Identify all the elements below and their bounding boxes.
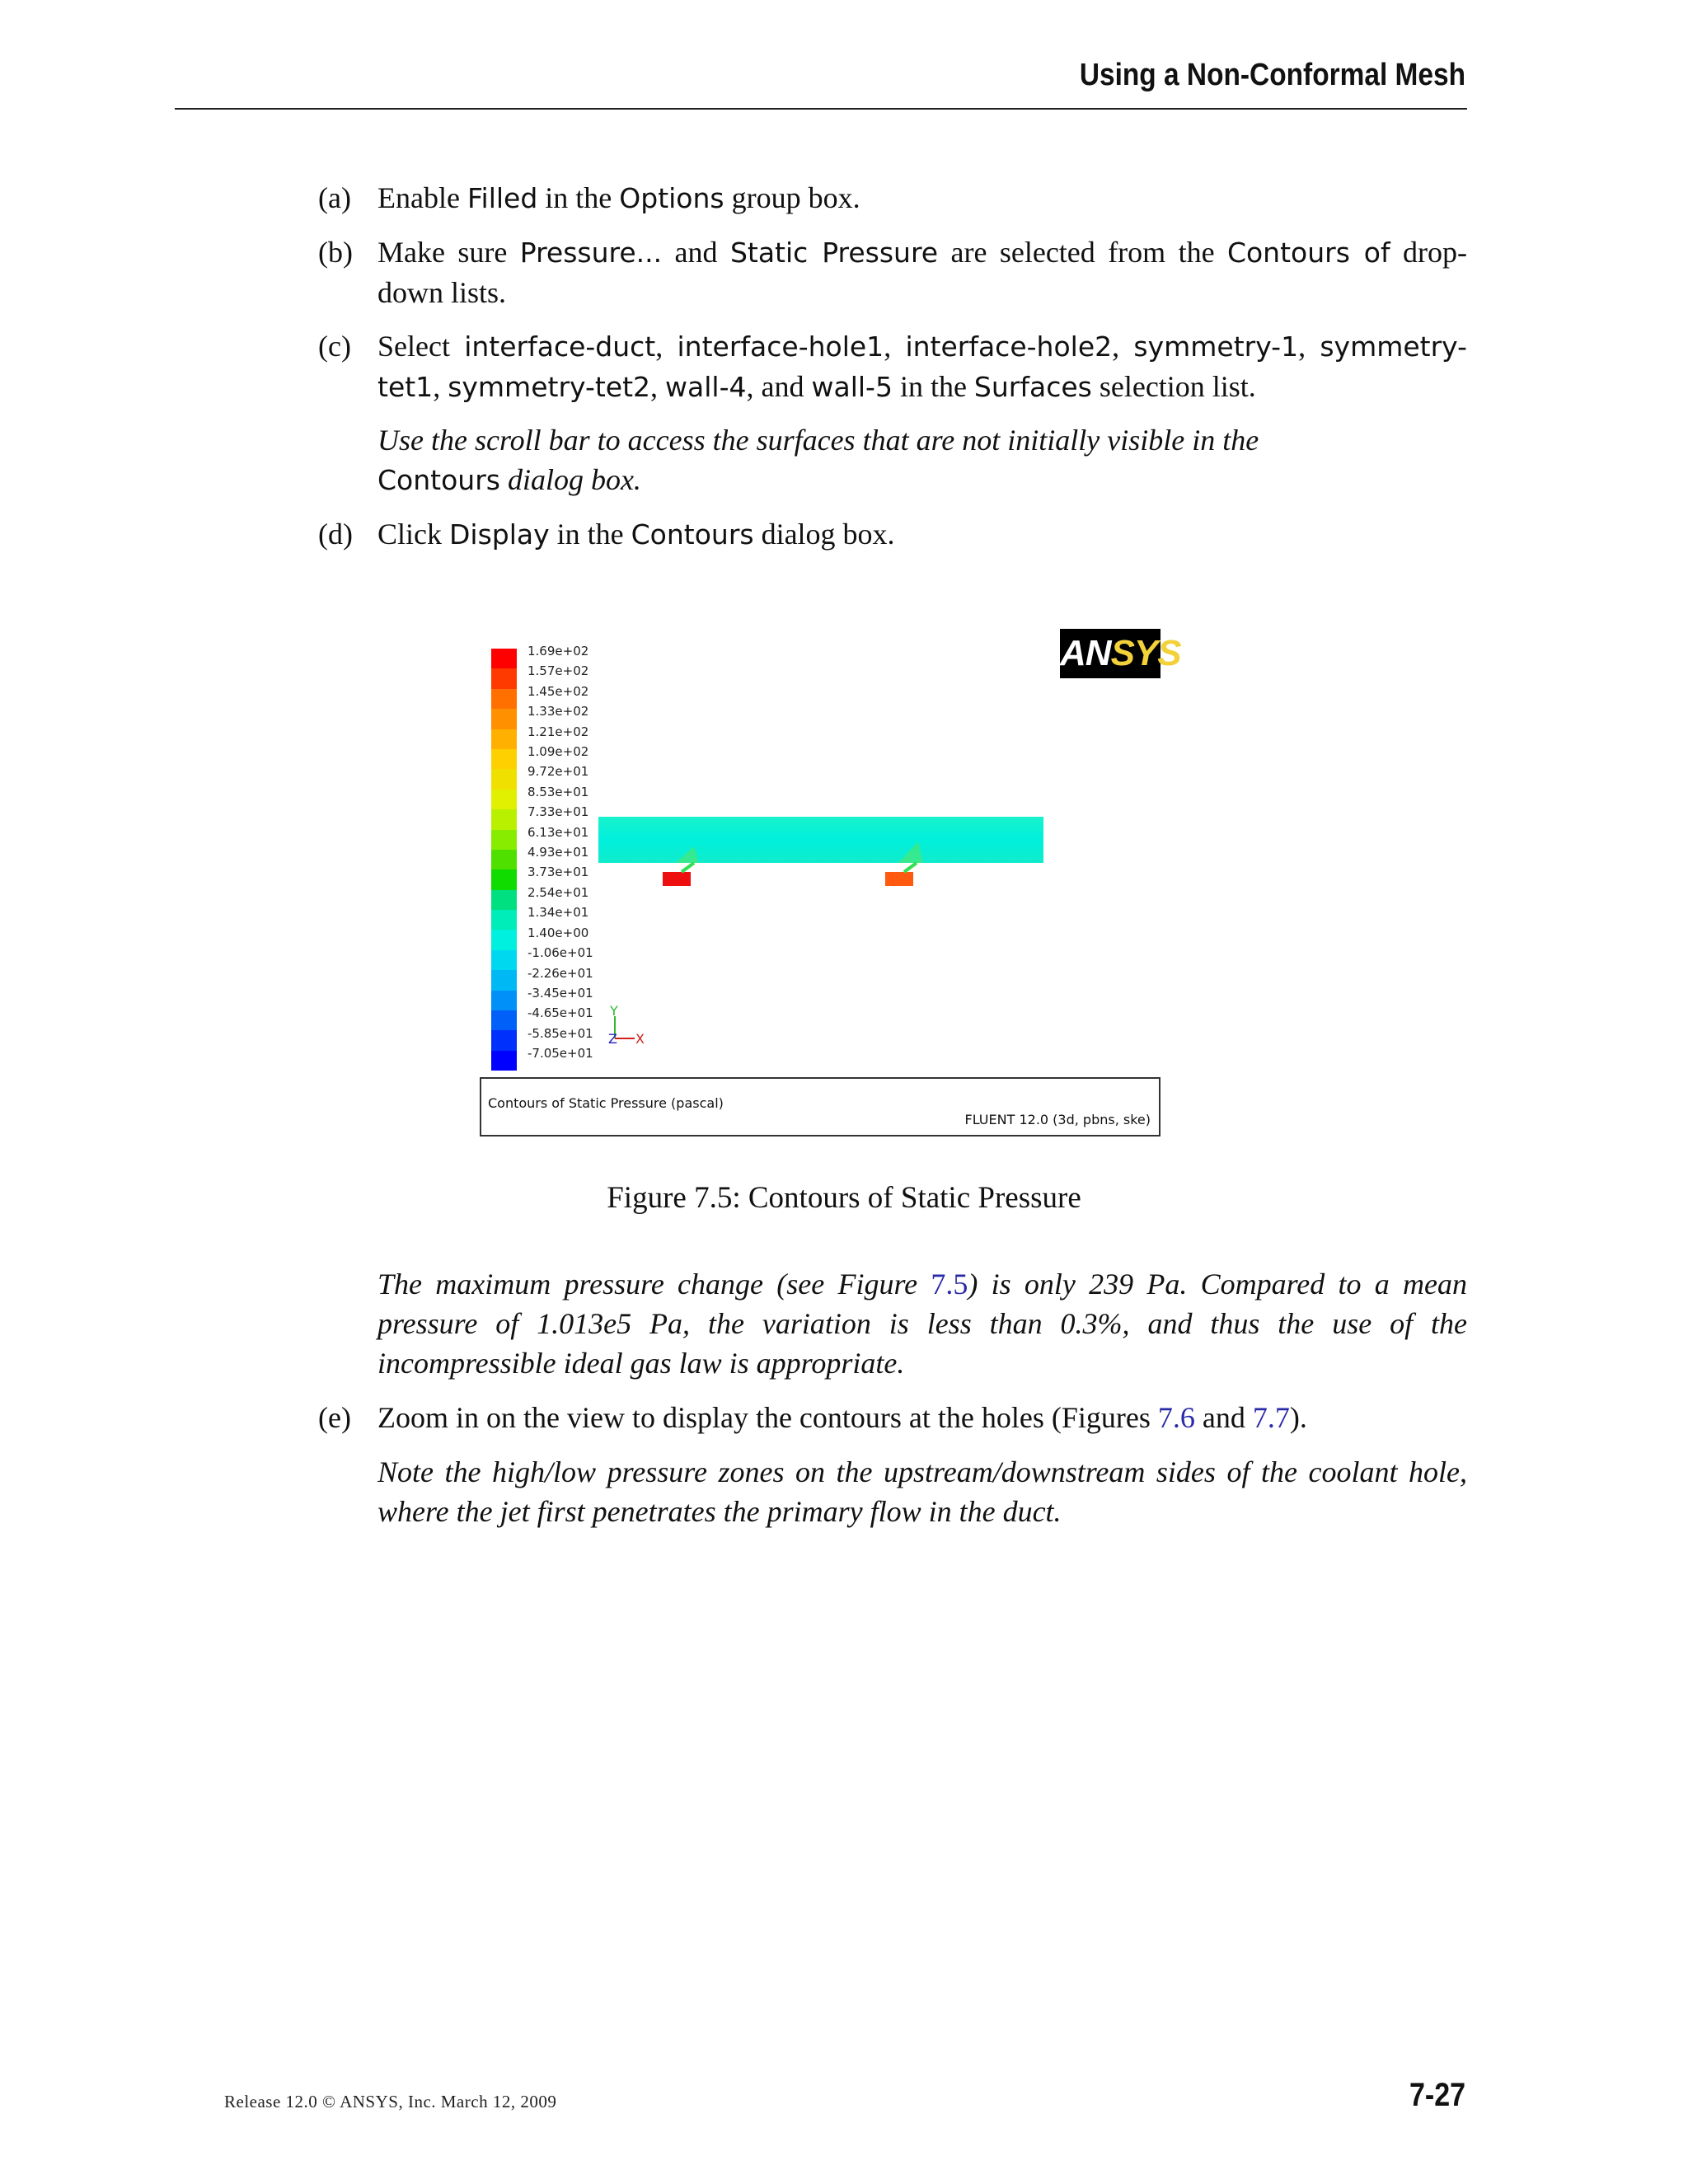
legend-label: 2.54e+01 bbox=[528, 884, 589, 900]
hole-2-contour bbox=[885, 872, 913, 886]
gui-term: Contours bbox=[377, 464, 500, 496]
text: Select bbox=[377, 330, 465, 363]
gui-term: wall-4 bbox=[665, 371, 747, 403]
text: Click bbox=[377, 518, 449, 551]
text: , bbox=[884, 330, 906, 363]
legend-label: -2.26e+01 bbox=[528, 965, 593, 981]
text: , bbox=[650, 370, 666, 403]
legend-label: 6.13e+01 bbox=[528, 824, 589, 840]
page-number: 7-27 bbox=[1409, 2077, 1465, 2113]
step-b-label: (b) bbox=[318, 236, 353, 269]
solver-info: FLUENT 12.0 (3d, pbns, ske) bbox=[964, 1112, 1151, 1127]
figure-link[interactable]: 7.6 bbox=[1157, 1401, 1195, 1434]
gui-term: Pressure... bbox=[519, 237, 663, 269]
gui-term: wall-5 bbox=[811, 371, 893, 403]
hole-1-contour bbox=[663, 872, 691, 886]
text: dialog box. bbox=[499, 463, 641, 496]
legend-label: -5.85e+01 bbox=[528, 1025, 593, 1041]
y-axis-label: Y bbox=[610, 1003, 618, 1019]
legend-label: 1.21e+02 bbox=[528, 724, 589, 739]
figure-link[interactable]: 7.7 bbox=[1252, 1401, 1290, 1434]
step-c-label: (c) bbox=[318, 330, 351, 363]
figure-info-box bbox=[480, 1077, 1160, 1137]
plot-title: Contours of Static Pressure (pascal) bbox=[488, 1095, 724, 1111]
text: drop-down lists. bbox=[377, 236, 1467, 309]
legend-label: 8.53e+01 bbox=[528, 784, 589, 799]
text: in the bbox=[549, 518, 631, 551]
gui-term: interface-hole1 bbox=[677, 330, 884, 363]
header-rule bbox=[175, 108, 1467, 110]
text: Make sure bbox=[377, 236, 520, 269]
text: group box. bbox=[724, 181, 860, 214]
gui-term: symmetry-tet2 bbox=[448, 371, 651, 403]
logo-text: AN bbox=[1060, 633, 1111, 673]
gui-term: Display bbox=[449, 518, 550, 551]
text: and bbox=[662, 236, 730, 269]
text: , bbox=[433, 370, 448, 403]
legend-label: 1.57e+02 bbox=[528, 663, 589, 679]
text: in the bbox=[537, 181, 620, 214]
text: ). bbox=[1289, 1401, 1307, 1434]
legend-label: 7.33e+01 bbox=[528, 804, 589, 820]
step-c-note bbox=[377, 420, 1467, 500]
hole-2-neck bbox=[904, 863, 917, 872]
text: , bbox=[1298, 330, 1320, 363]
step-a bbox=[318, 178, 1467, 218]
legend-label: 9.72e+01 bbox=[528, 764, 589, 780]
figure-caption: Figure 7.5: Contours of Static Pressure bbox=[607, 1181, 1081, 1215]
text: selection list. bbox=[1091, 370, 1256, 403]
footer-release: Release 12.0 © ANSYS, Inc. March 12, 2009 bbox=[224, 2092, 557, 2111]
gui-term: Options bbox=[619, 182, 724, 214]
text: , bbox=[1112, 330, 1134, 363]
logo-text: SYS bbox=[1110, 633, 1181, 673]
running-header: Using a Non-Conformal Mesh bbox=[1079, 58, 1465, 92]
step-e-label: (e) bbox=[318, 1401, 351, 1434]
text: in the bbox=[892, 370, 974, 403]
gui-term: interface-duct bbox=[464, 330, 656, 363]
gui-term: symmetry-tet1 bbox=[377, 330, 1468, 403]
hole-1-neck bbox=[682, 863, 694, 872]
legend-label: 1.69e+02 bbox=[528, 644, 589, 658]
z-axis-label: Z bbox=[608, 1031, 617, 1047]
legend-label: -7.05e+01 bbox=[528, 1046, 593, 1062]
text: dialog box. bbox=[753, 518, 895, 551]
text: and bbox=[1194, 1401, 1253, 1434]
gui-term: Filled bbox=[467, 182, 538, 214]
step-e-note: Note the high/low pressure zones on the upstream/downstream sides of the coolant hole, where the jet first penetrates the primary flow in the duct. bbox=[377, 1455, 1467, 1528]
figure-note bbox=[377, 1264, 1467, 1383]
legend-label: 1.09e+02 bbox=[528, 744, 589, 760]
step-e bbox=[318, 1398, 1467, 1437]
text: Use the scroll bar to access the surfaces that are not initially visible in the bbox=[377, 424, 1259, 457]
x-axis-label: X bbox=[635, 1031, 645, 1047]
gui-term: Contours of bbox=[1226, 237, 1390, 269]
legend-label: -1.06e+01 bbox=[528, 945, 593, 961]
gui-term: interface-hole2 bbox=[905, 330, 1113, 363]
text: Enable bbox=[377, 181, 467, 214]
step-d-label: (d) bbox=[318, 518, 353, 551]
text: , and bbox=[746, 370, 812, 403]
contour-plot bbox=[478, 622, 1164, 1067]
duct-contour bbox=[598, 817, 1043, 863]
text: The maximum pressure change (see Figure bbox=[377, 1268, 931, 1301]
legend-label: 4.93e+01 bbox=[528, 845, 589, 860]
legend-label: -4.65e+01 bbox=[528, 1005, 593, 1021]
text: , bbox=[655, 330, 678, 363]
gui-term: Static Pressure bbox=[729, 237, 939, 269]
gui-term: Surfaces bbox=[973, 371, 1092, 403]
step-a-label: (a) bbox=[318, 181, 351, 214]
contour-figure bbox=[478, 622, 1181, 1141]
legend-label: 1.33e+02 bbox=[528, 704, 589, 719]
legend-label: 1.40e+00 bbox=[528, 925, 589, 940]
legend-label: 1.45e+02 bbox=[528, 683, 589, 699]
gui-term: Contours bbox=[631, 518, 754, 551]
text: Zoom in on the view to display the contours at the holes (Figures bbox=[377, 1401, 1158, 1434]
text: ) is only 239 Pa. Compared to a mean pressure of 1.013e5 Pa, the variation is less than 0.3%, and thus the use of the incompressible ideal gas law is appropriate. bbox=[377, 1268, 1467, 1380]
gui-term: symmetry-1 bbox=[1133, 330, 1299, 363]
legend-label: 1.34e+01 bbox=[528, 905, 589, 921]
text: are selected from the bbox=[938, 236, 1227, 269]
legend-label: -3.45e+01 bbox=[528, 985, 593, 1001]
step-b bbox=[318, 232, 1467, 312]
figure-link[interactable]: 7.5 bbox=[931, 1268, 968, 1301]
step-c bbox=[318, 326, 1468, 407]
legend-label: 3.73e+01 bbox=[528, 865, 589, 880]
step-d bbox=[318, 514, 1467, 555]
